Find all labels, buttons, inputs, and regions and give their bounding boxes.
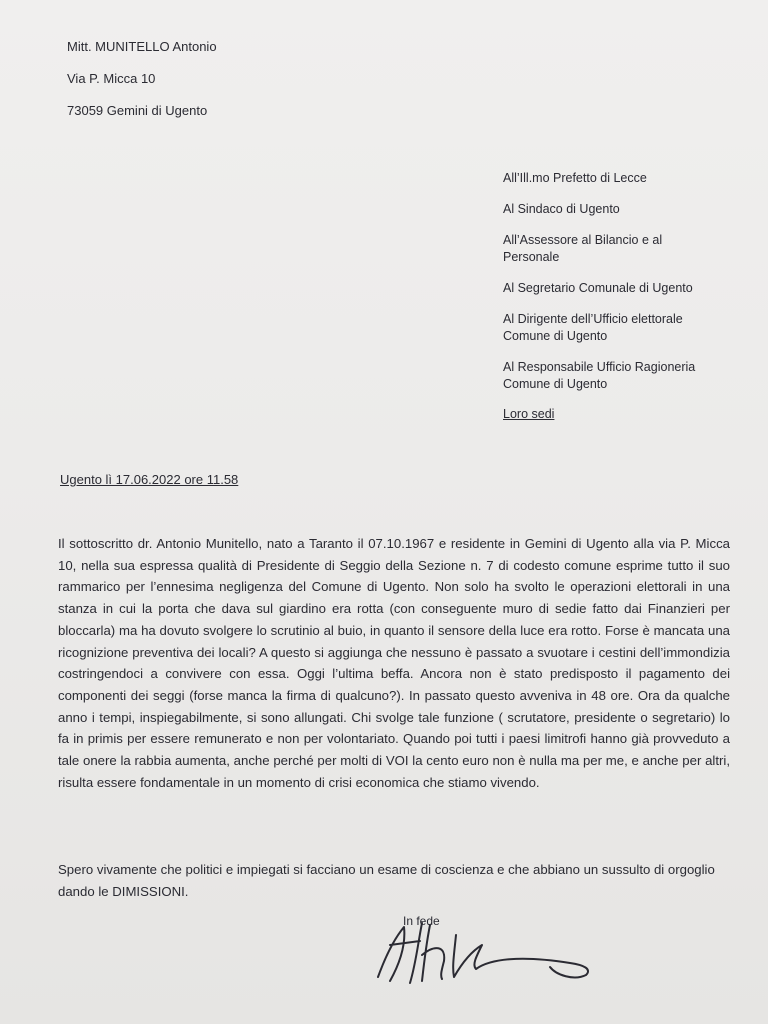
- recipient-ragioneria: [503, 359, 743, 393]
- recipient-assessore: [503, 232, 743, 266]
- sender-name: Mitt. MUNITELLO Antonio: [67, 39, 217, 54]
- recipient-dirigente: [503, 311, 743, 345]
- sender-city: 73059 Gemini di Ugento: [67, 103, 208, 118]
- recipient-dirigente-line1: Al Dirigente dell’Ufficio elettorale: [503, 312, 683, 326]
- recipient-sindaco: Al Sindaco di Ugento: [503, 202, 620, 216]
- date-line: Ugento lì 17.06.2022 ore 11.58: [60, 472, 239, 487]
- recipient-dirigente-line2: Comune di Ugento: [503, 329, 608, 343]
- recipient-assessore-line1: All’Assessore al Bilancio e al: [503, 233, 663, 247]
- recipient-ragioneria-line2: Comune di Ugento: [503, 377, 608, 391]
- recipient-ragioneria-line1: Al Responsabile Ufficio Ragioneria: [503, 360, 696, 374]
- sender-street: Via P. Micca 10: [67, 71, 156, 86]
- recipient-prefetto: All’Ill.mo Prefetto di Lecce: [503, 171, 647, 185]
- letter-body: Il sottoscritto dr. Antonio Munitello, nato a Taranto il 07.10.1967 e residente in Gemini di Ugento alla via P. Micca 10, nella sua espressa qualità di Presidente di Seggio della Sezione n. 7 di codesto comune esprime tutto il suo rammarico per l’ennesima negligenza del Comune di Ugento. Non solo ha svolto le operazioni elettorali in una stanza in cui la porta che dava sul giardino era rotta (con conseguente muro di sedie fatto dai Finanzieri per bloccarla) ma ha dovuto svolgere lo scrutinio al buio, in quanto il sensore della luce era rotto. Forse è mancata una ricognizione preventiva dei locali? A questo si aggiunga che nessuno è passato a svuotare i cestini dell’immondizia costringendoci a convivere con essa. Oggi l’ultima beffa. Ancora non è stato predisposto il pagamento dei componenti dei seggi (forse manca la firma di qualcuno?). In passato questo avveniva in 48 ore. Ora da qualche anno i tempi, inspiegabilmente, si sono allungati. Chi svolge tale funzione ( scrutatore, presidente o segretario) lo fa in primis per essere remunerato e non per volontariato. Quando poi tutti i paesi limitrofi hanno già provveduto a tale onere la rabbia aumenta, anche perché per molti di VOI la cento euro non è nulla ma per me, e anche per altri, risulta essere fondamentale in un momento di crisi economica che stiamo vivendo.: [58, 536, 730, 790]
- handwritten-signature: [360, 905, 610, 995]
- loro-sedi: Loro sedi: [503, 407, 555, 421]
- recipient-assessore-line2: Personale: [503, 250, 560, 264]
- signoff: In fede: [403, 914, 440, 928]
- closing-paragraph: Spero vivamente che politici e impiegati si facciano un esame di coscienza e che abbiano un sussulto di orgoglio dando le DIMISSIONI.: [58, 862, 715, 899]
- recipient-segretario: Al Segretario Comunale di Ugento: [503, 281, 693, 295]
- sender-block: [67, 40, 217, 136]
- recipients-block: [503, 170, 743, 421]
